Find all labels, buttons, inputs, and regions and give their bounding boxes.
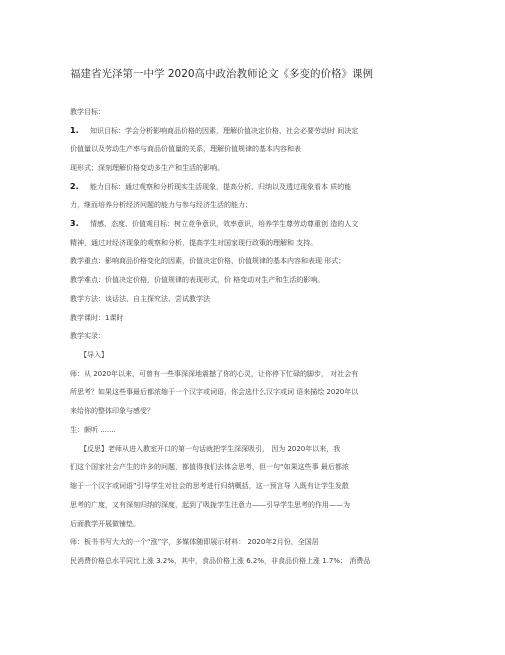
intro-heading: 【导入】 — [80, 351, 108, 359]
key-points: 教学重点：影响商品价格变化的因素，价值决定价格，价值规律的基本内容和表现 形式； — [70, 257, 346, 265]
class-hours: 教学课时：1课时 — [70, 314, 124, 322]
list-number: 2. — [70, 182, 79, 191]
text: 知识目标：学会分析影响商品价格的因素，理解价值决定价格、社会必要劳动时 间决定 — [90, 127, 359, 135]
paragraph-line: 民消费价格总水平同比上涨 3.2%，其中，食品价格上涨 6.2%，非食品价格上涨 1.7%； 消费品 — [70, 557, 371, 565]
goal-line-2b: 力，继而培养分析经济问题的能力与参与经济生活的能力； — [70, 201, 252, 209]
paragraph-line: 生：颇听 ....... — [70, 426, 116, 434]
teaching-record-heading: 教学实录： — [70, 332, 105, 340]
goal-line-1c: 现形式；深刻理解价格变动多生产和生活的影响。 — [70, 164, 224, 172]
paragraph-line: 来给你的整体印象与感受？ — [70, 407, 154, 415]
list-number: 3. — [70, 219, 79, 228]
text: 能力目标：通过观察和分析现实生活现象，提高分析、归纳以及透过现象看本 质的能 — [90, 183, 352, 191]
teaching-goals-heading: 教学目标： — [70, 108, 105, 116]
list-number: 1. — [70, 126, 79, 135]
paragraph-line: 师：板书书写大大的一个“涨”字，多媒体随即展示材料： 2020年2月份，全国居 — [70, 538, 319, 546]
paragraph-line: 师：从 2020年以来，可曾有一些事深深地震撼了你的心灵，让你停下忙碌的脚步， 对社会有 — [70, 370, 359, 378]
paragraph-line: 后面教学开展做铺垫。 — [70, 520, 140, 528]
goal-line-3b: 精神，通过对经济现象的观察和分析，提高学生对国家现行政策的理解和 支持。 — [70, 239, 318, 247]
paragraph-line: 缩于一个汉字或词语”引导学生对社会的思考进行归纳概括，这一预言导 入既有让学生发散 — [70, 482, 349, 490]
goal-line-3 — [70, 219, 442, 229]
paragraph-line: 们这个国家社会产生的许多的问题，都值得我们去体会思考，但一句“如果这些事 最后都浓 — [70, 463, 349, 471]
goal-line-1 — [70, 126, 442, 136]
reflection-line: 【反思】老师从进入教室开口的第一句话就把学生深深吸引， 因为 2020年以来，我 — [80, 445, 341, 453]
document-title: 福建省光泽第一中学 2020高中政治教师论文《多变的价格》课例 — [70, 68, 374, 80]
teaching-methods: 教学方法：谈话法、自主探究法、尝试教学法 — [70, 295, 210, 303]
text: 情感、态度、价值观目标：树立竞争意识，效率意识，培养学生尊劳动尊重创 造的人文 — [90, 220, 359, 228]
goal-line-1b: 价值量以及劳动生产率与商品价值量的关系，理解价值规律的基本内容和表 — [70, 145, 301, 153]
paragraph-line: 所思考？如果这些事最后都浓缩于一个汉字或词语，你会选什么汉字或词 语来描绘 2020年以 — [70, 388, 359, 396]
paragraph-line: 思考的广度，又有深刻归纳的深度，起到了吸拢学生注意力——引导学生思考的作用——为 — [70, 501, 350, 509]
difficult-points: 教学难点：价值决定价格，价值规律的表现形式，价 格变动对生产和生活的影响。 — [70, 276, 325, 284]
goal-line-2 — [70, 182, 442, 192]
